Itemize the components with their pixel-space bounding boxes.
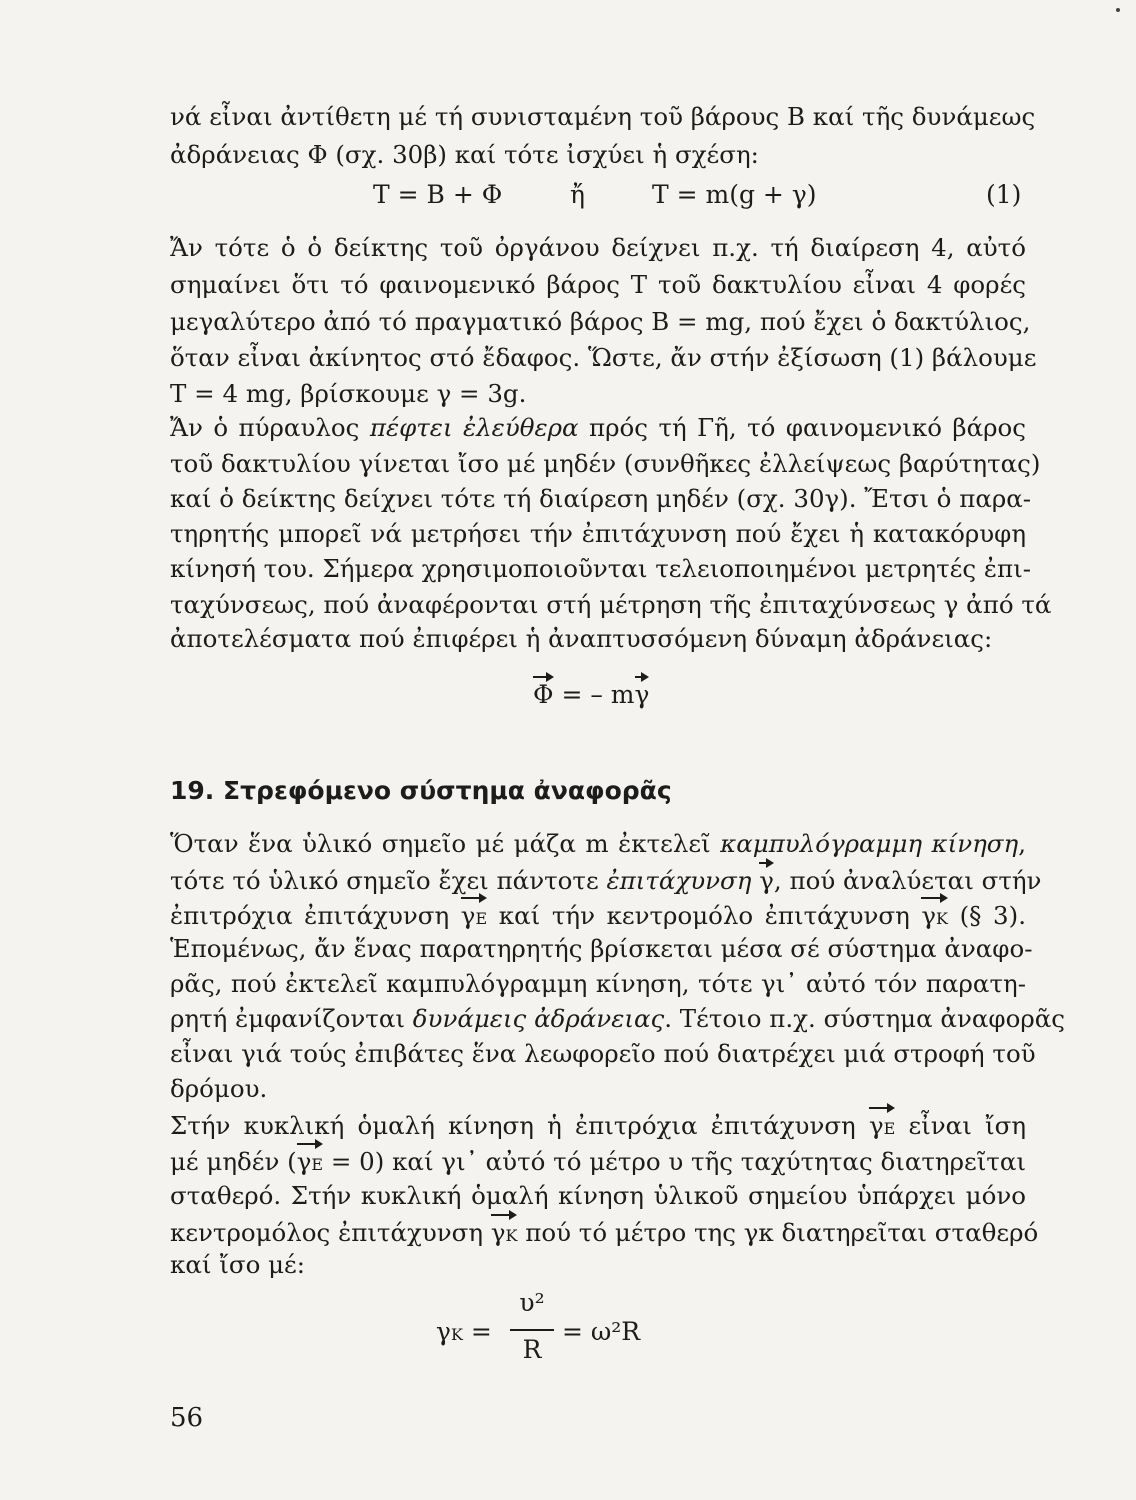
- equation-1-number: (1): [986, 180, 1022, 209]
- text-line: τηρητής μπορεῖ νά μετρήσει τήν ἐπιτάχυνση πού ἔχει ἡ κατακόρυφη: [170, 519, 1026, 548]
- italic-text: δυνάμεις ἀδράνειας: [412, 1004, 665, 1033]
- vector-gamma: γ: [635, 676, 650, 712]
- equation-1-left: Τ = Β + Φ: [373, 180, 503, 209]
- text-span: Στήν κυκλική ὁμαλή κίνηση ἡ ἐπιτρόχια ἐπιτάχυνση: [170, 1111, 869, 1140]
- italic-text: καμπυλόγραμμη κίνηση: [720, 829, 1019, 858]
- vector-symbol: γ: [868, 1111, 884, 1140]
- vector-symbol: γ: [490, 1218, 506, 1247]
- scan-speck: [1116, 8, 1120, 12]
- text-line: Ἄν τότε ὁ ὁ δείκτης τοῦ ὀργάνου δείχνει π.χ. τή διαίρεση 4, αὐτό: [170, 233, 1026, 262]
- vector-symbol: γ: [460, 901, 476, 930]
- text-line: ὅταν εἶναι ἀκίνητος στό ἔδαφος. Ὥστε, ἄν στήν ἐξίσωση (1) βάλουμε: [170, 343, 1037, 372]
- text-span: (§ 3).: [948, 901, 1026, 930]
- text-line: δρόμου.: [170, 1074, 268, 1103]
- italic-text: ἐπιτάχυνση: [606, 866, 752, 895]
- text-line: [170, 862, 1042, 898]
- text-line: τοῦ δακτυλίου γίνεται ἴσο μέ μηδέν (συνθῆκες ἐλλείψεως βαρύτητας): [170, 449, 1041, 478]
- text-line: ταχύνσεως, πού ἀναφέρονται στή μέτρηση τῆς ἐπιταχύνσεως γ ἀπό τά: [170, 590, 1052, 619]
- text-line: νά εἶναι ἀντίθετη μέ τή συνισταμένη τοῦ βάρους Β καί τῆς δυνάμεως: [170, 102, 1036, 131]
- text-span: = 0) καί γι᾽ αὐτό τό μέτρο υ τῆς ταχύτητας διατηρεῖται: [323, 1147, 1027, 1176]
- subscript: K: [936, 909, 948, 928]
- subscript: E: [475, 909, 488, 928]
- fraction-bar: [510, 1329, 554, 1331]
- equation-3-rhs: = ω²R: [562, 1317, 641, 1346]
- text-span: εἶναι ἴση: [895, 1111, 1027, 1140]
- equals-sign: =: [470, 1317, 492, 1346]
- vector-symbol: γ: [921, 901, 937, 930]
- text-span: καί τήν κεντρομόλο ἐπιτάχυνση: [487, 901, 922, 930]
- text-span: τότε τό ὑλικό σημεῖο ἔχει πάντοτε: [170, 866, 607, 895]
- text-line: μεγαλύτερο ἀπό τό πραγματικό βάρος Β = mg, πού ἔχει ὁ δακτύλιος,: [170, 307, 1031, 336]
- text-span: πρός τή Γῆ, τό φαινομενικό βάρος: [578, 413, 1027, 442]
- vector-gamma-e: [461, 897, 487, 936]
- text-line: Τ = 4 mg, βρίσκουμε γ = 3g.: [170, 379, 527, 408]
- equation-3-lhs: [436, 1315, 492, 1352]
- text-line: καί ἴσο μέ:: [170, 1250, 305, 1279]
- italic-text: πέφτει ἐλεύθερα: [369, 413, 579, 442]
- text-line: ἀποτελέσματα πού ἐπιφέρει ἡ ἀναπτυσσόμενη δύναμη ἀδράνειας:: [170, 624, 993, 653]
- text-span: πού τό μέτρο της γκ διατηρεῖται σταθερό: [517, 1218, 1039, 1247]
- text-line: [170, 411, 1026, 445]
- section-title: Στρεφόμενο σύστημα ἀναφορᾶς: [223, 776, 672, 805]
- fraction-numerator: υ²: [519, 1288, 545, 1317]
- text-span: κεντρομόλος ἐπιτάχυνση: [170, 1218, 491, 1247]
- vector-gamma: γ: [759, 862, 774, 898]
- equation-1-right: Τ = m(g + γ): [652, 180, 817, 209]
- vector-symbol: γ: [296, 1147, 312, 1176]
- subscript: E: [311, 1155, 324, 1174]
- equation-2-mid: = – m: [553, 680, 635, 709]
- page-number: 56: [170, 1403, 204, 1433]
- subscript: K: [505, 1226, 518, 1245]
- text-span: Ἄν ὁ πύραυλος: [170, 413, 370, 442]
- section-heading: [170, 774, 672, 808]
- vector-gamma-k: [921, 897, 948, 936]
- text-line: [170, 1107, 1026, 1146]
- text-span: Ὅταν ἕνα ὑλικό σημεῖο μέ μάζα m ἐκτελεῖ: [170, 829, 721, 858]
- text-line: καί ὁ δείκτης δείχνει τότε τή διαίρεση μηδέν (σχ. 30γ). Ἔτσι ὁ παρα-: [170, 484, 1032, 513]
- vector-phi: Φ: [533, 676, 554, 712]
- text-span: , πού ἀναλύεται στήν: [773, 866, 1042, 895]
- vector-gamma-e: [297, 1143, 323, 1182]
- text-line: [170, 827, 1026, 861]
- fraction-denominator: R: [522, 1335, 542, 1364]
- equation-1-or: ἤ: [570, 180, 585, 209]
- text-line: [170, 1002, 1065, 1036]
- text-line: [170, 1143, 1026, 1182]
- text-line: ρᾶς, πού ἐκτελεῖ καμπυλόγραμμη κίνηση, τότε γι᾽ αὐτό τόν παρατη-: [170, 969, 1026, 998]
- text-line: [170, 897, 1026, 936]
- gamma-symbol: γ: [436, 1317, 451, 1346]
- text-span: . Τέτοιο π.χ. σύστημα ἀναφορᾶς: [664, 1004, 1065, 1033]
- subscript: E: [883, 1119, 896, 1138]
- text-span: ρητή ἐμφανίζονται: [170, 1004, 413, 1033]
- text-line: κίνησή του. Σήμερα χρησιμοποιοῦνται τελειοποιημένοι μετρητές ἐπι-: [170, 554, 1031, 583]
- subscript: K: [450, 1325, 463, 1344]
- text-span: μέ μηδέν (: [170, 1147, 297, 1176]
- section-number: 19.: [170, 776, 215, 805]
- text-line: σταθερό. Στήν κυκλική ὁμαλή κίνηση ὑλικοῦ σημείου ὑπάρχει μόνο: [170, 1181, 1026, 1210]
- text-span: ἐπιτρόχια ἐπιτάχυνση: [170, 901, 461, 930]
- equation-2: [533, 676, 649, 712]
- text-span: ,: [1018, 829, 1026, 858]
- text-line: εἶναι γιά τούς ἐπιβάτες ἕνα λεωφορεῖο πού διατρέχει μιά στροφή τοῦ: [170, 1039, 1036, 1068]
- text-line: Ἑπομένως, ἄν ἕνας παρατηρητής βρίσκεται μέσα σέ σύστημα ἀναφο-: [170, 934, 1033, 963]
- vector-gamma-e: [869, 1107, 895, 1146]
- text-line: σημαίνει ὅτι τό φαινομενικό βάρος Τ τοῦ δακτυλίου εἶναι 4 φορές: [170, 270, 1026, 299]
- text-line: ἀδράνειας Φ (σχ. 30β) καί τότε ἰσχύει ἡ σχέση:: [170, 140, 759, 169]
